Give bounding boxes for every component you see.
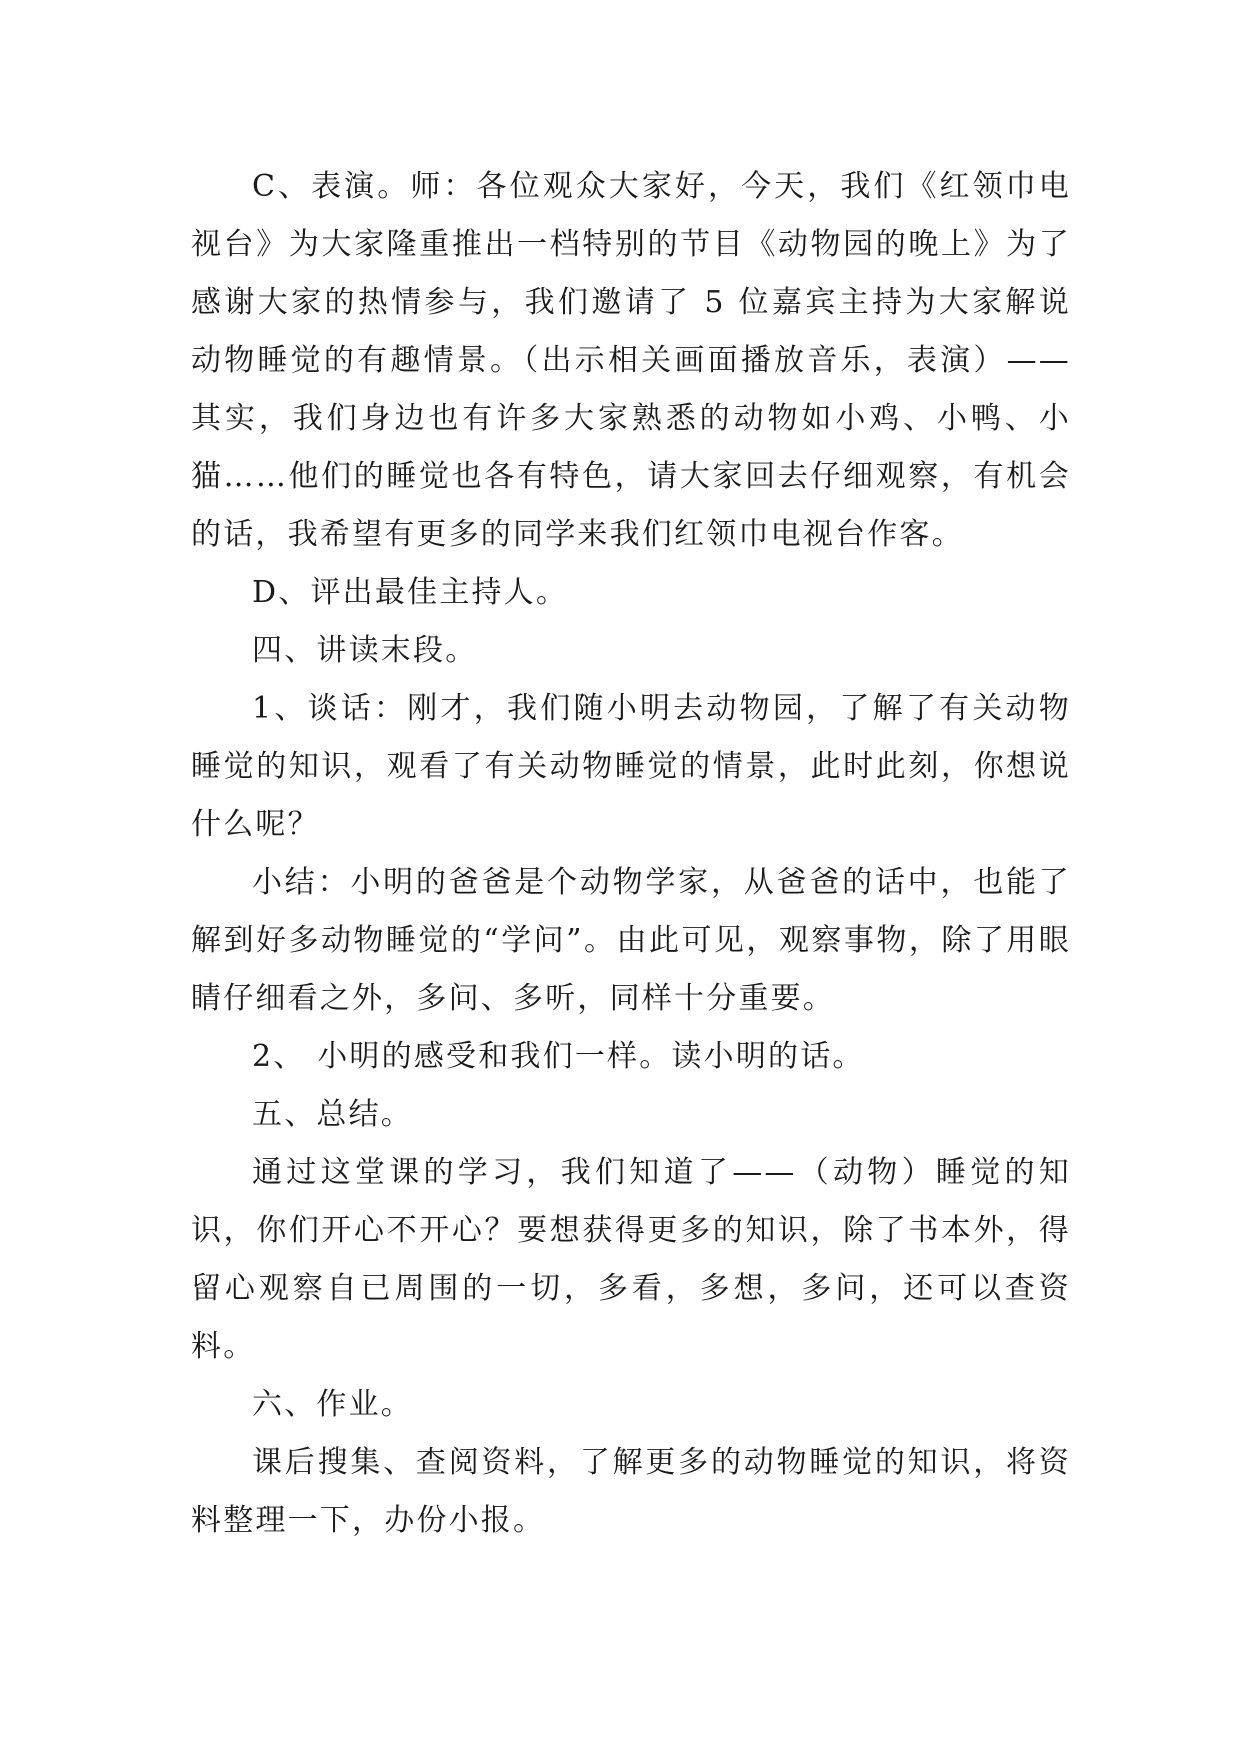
heading-conclusion: 五、总结。: [252, 1097, 413, 1132]
document-body: [191, 158, 1071, 1550]
paragraph-read-xiaoming: 2、 小明的感受和我们一样。读小明的话。: [252, 1039, 865, 1074]
paragraph-best-host: D、评出最佳主持人。: [252, 575, 569, 610]
paragraph-performance: C、表演。师：各位观众大家好，今天，我们《红领巾电视台》为大家隆重推出一档特别的节目《动物园的晚上》为了感谢大家的热情参与，我们邀请了 5 位嘉宾主持为大家解说动物睡觉的有趣情景。（出示相关画面播放音乐，表演）——其实，我们身边也有许多大家熟悉的动物如小鸡、小鸭、小猫……他们的睡觉也各有特色，请大家回去仔细观察，有机会的话，我希望有更多的同学来我们红领巾电视台作客。: [191, 169, 1071, 552]
heading-homework: 六、作业。: [252, 1387, 413, 1422]
paragraph-homework: 课后搜集、查阅资料，了解更多的动物睡觉的知识，将资料整理一下，办份小报。: [191, 1445, 1071, 1538]
paragraph-talk: 1、谈话：刚才，我们随小明去动物园，了解了有关动物睡觉的知识，观看了有关动物睡觉的情景，此时此刻，你想说什么呢？: [191, 691, 1071, 842]
paragraph-conclusion: 通过这堂课的学习，我们知道了——（动物）睡觉的知识，你们开心不开心？要想获得更多的知识，除了书本外，得留心观察自已周围的一切，多看，多想，多问，还可以查资料。: [191, 1155, 1071, 1364]
heading-last-section: 四、讲读末段。: [252, 633, 478, 668]
paragraph-summary: 小结：小明的爸爸是个动物学家，从爸爸的话中，也能了解到好多动物睡觉的“学问”。由此可见，观察事物，除了用眼睛仔细看之外，多问、多听，同样十分重要。: [191, 865, 1071, 1016]
